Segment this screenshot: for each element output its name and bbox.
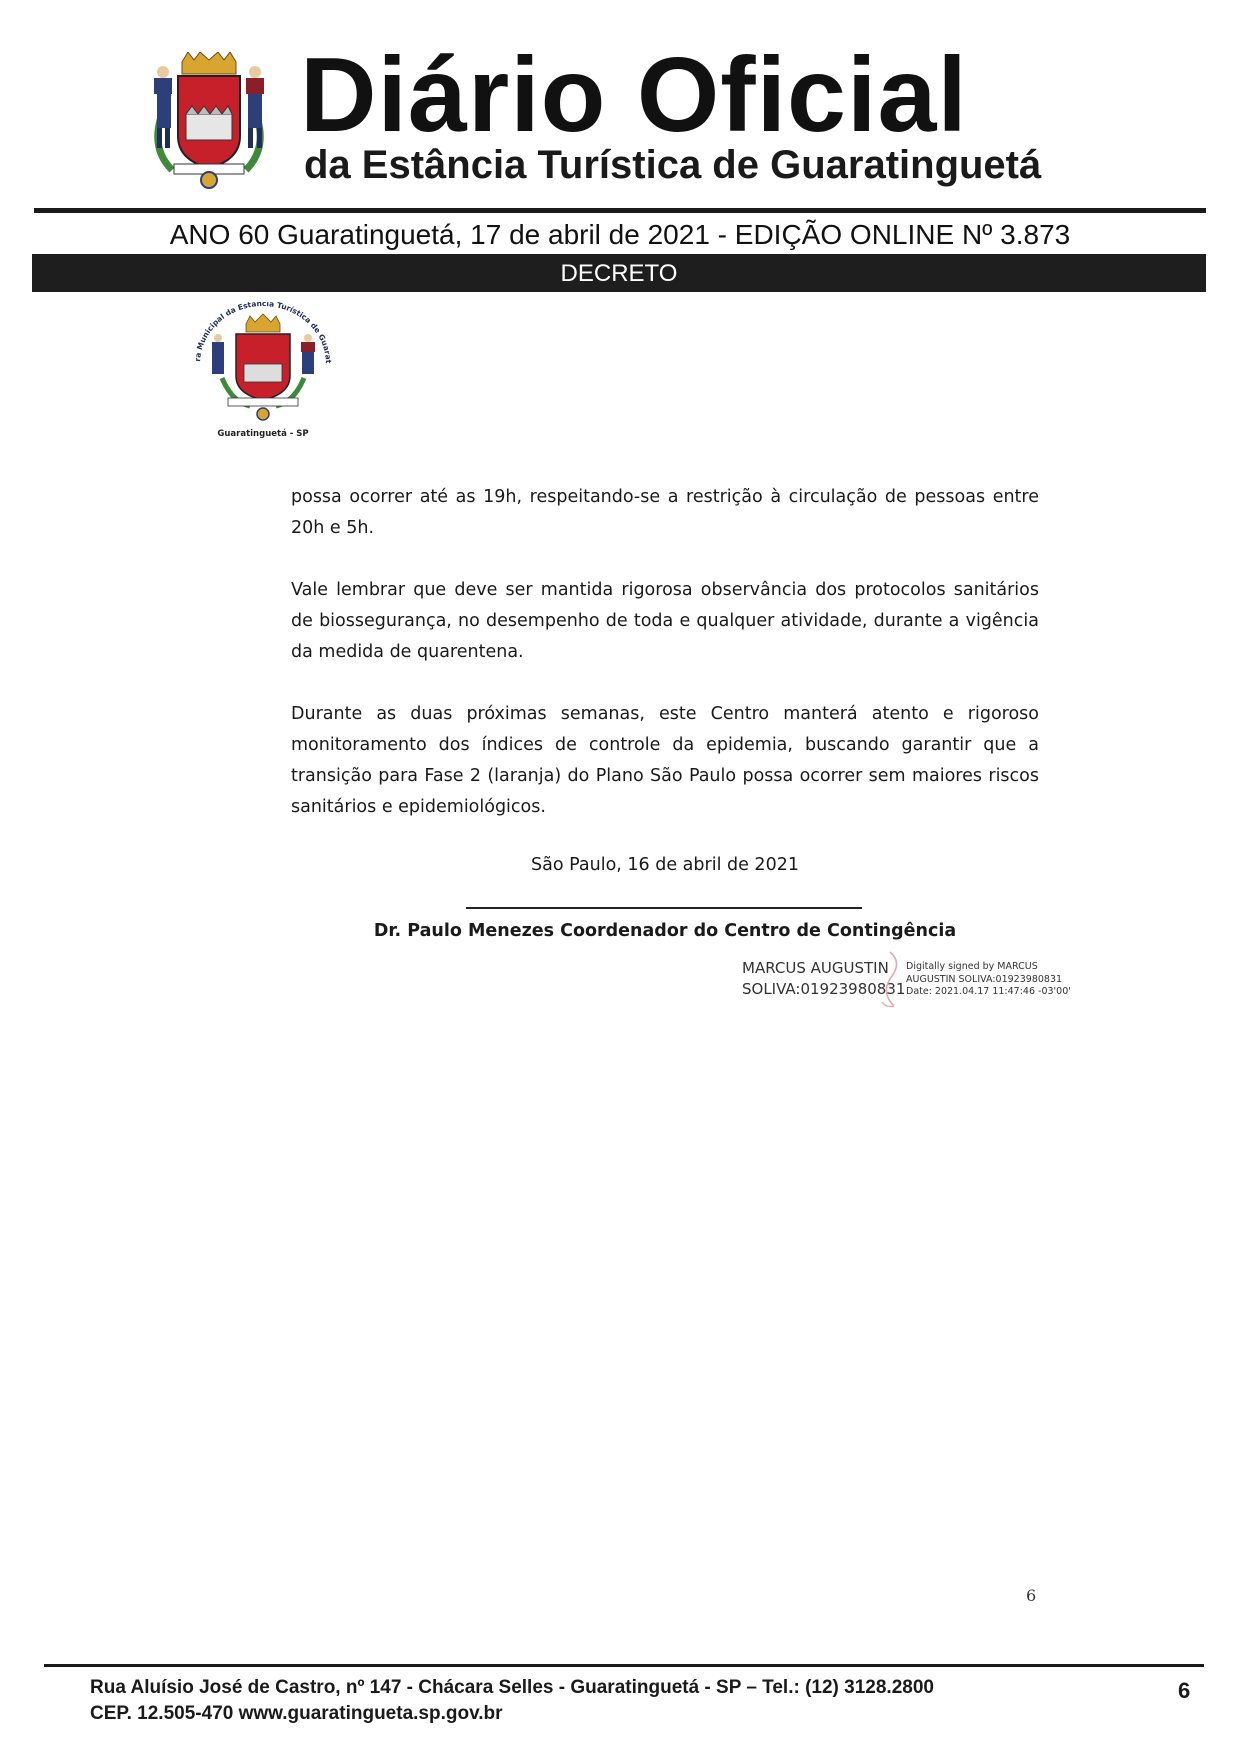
digital-signature-meta-line: Date: 2021.04.17 11:47:46 -03'00' (906, 986, 1071, 997)
signer-name: Dr. Paulo Menezes Coordenador do Centro de Contingência (373, 921, 957, 941)
newspaper-subtitle: da Estância Turística de Guaratinguetá (304, 143, 1042, 187)
inner-page-number: 6 (1026, 1586, 1037, 1605)
body-paragraph: possa ocorrer até as 19h, respeitando-se a restrição à circulação de pessoas entre 20h e 5h. (291, 487, 1039, 538)
newspaper-title: Diário Oficial (300, 36, 968, 154)
body-paragraph: Vale lembrar que deve ser mantida rigorosa observância dos protocolos sanitários de biossegurança, no desempenho de toda e qualquer atividade, durante a vigência da medida de quarentena. (291, 580, 1039, 662)
page-number: 6 (1178, 1678, 1191, 1703)
digital-signature-meta-line: Digitally signed by MARCUS (906, 961, 1038, 972)
edition-line: ANO 60 Guaratinguetá, 17 de abril de 2021 - EDIÇÃO ONLINE Nº 3.873 (169, 219, 1071, 250)
footer-address (90, 1675, 1070, 1727)
header-rule (34, 208, 1206, 213)
seal-caption: Guaratinguetá - SP (217, 429, 309, 439)
digital-signature-name-line2: SOLIVA:01923980831 (742, 980, 906, 998)
body-paragraph: Durante as duas próximas semanas, este Centro manterá atento e rigoroso monitoramento dos índices de controle da epidemia, buscando garantir que a transição para Fase 2 (laranja) do Plano São Paulo possa ocorrer sem maiores riscos sanitários e epidemiológicos. (291, 704, 1039, 817)
seal-ring-text: ra Municipal da Estância Turística de Guarat (193, 302, 334, 364)
section-bar (32, 254, 1206, 292)
digital-signature-metadata (906, 961, 1076, 999)
signature-line (466, 907, 862, 909)
section-title: DECRETO (560, 260, 678, 287)
document-body (291, 482, 1039, 854)
municipal-seal (188, 302, 338, 442)
digital-signature-meta-line: AUGUSTIN SOLIVA:01923980831 (906, 973, 1063, 985)
footer-rule (44, 1664, 1204, 1667)
digital-signature-name-line1: MARCUS AUGUSTIN (742, 959, 889, 977)
place-date: São Paulo, 16 de abril de 2021 (531, 855, 799, 875)
coat-of-arms-logo (148, 52, 270, 190)
footer-address-line2: CEP. 12.505-470 www.guaratingueta.sp.gov.br (90, 1703, 503, 1724)
footer-address-line1: Rua Aluísio José de Castro, nº 147 - Chácara Selles - Guaratinguetá - SP – Tel.: (12) 3128.2800 (90, 1677, 934, 1698)
